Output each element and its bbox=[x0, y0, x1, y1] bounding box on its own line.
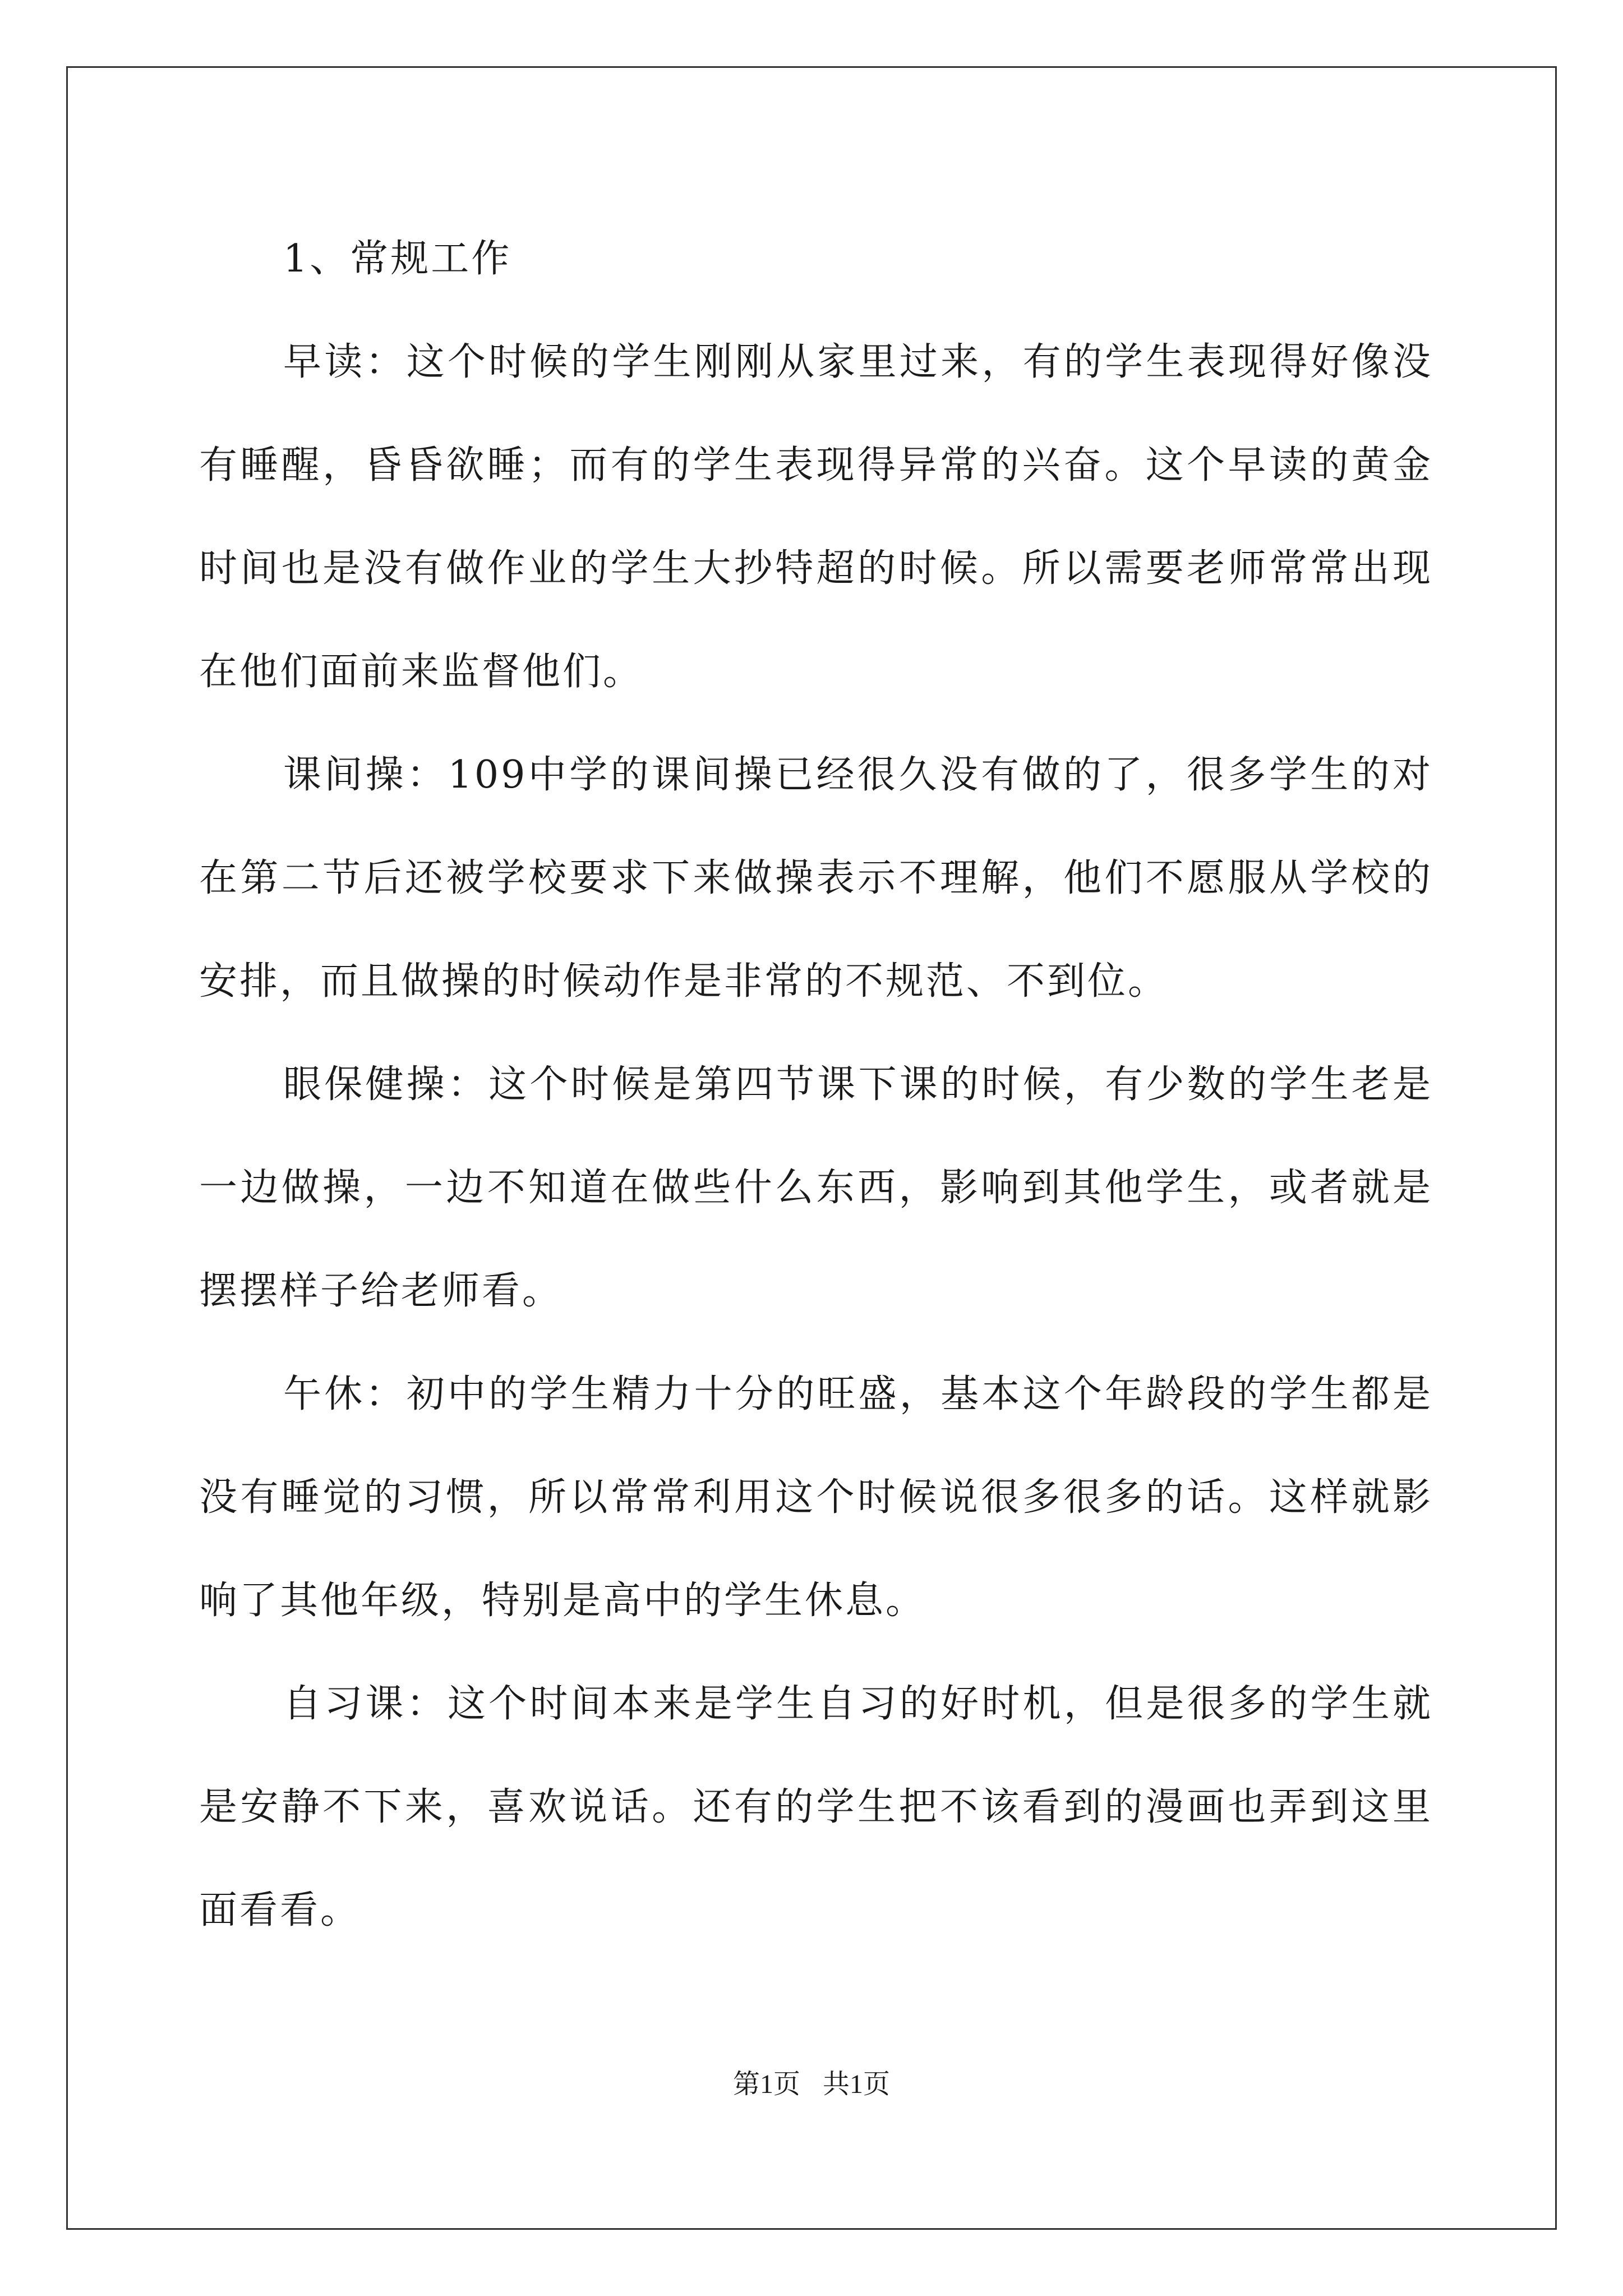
page-total: 共1页 bbox=[823, 2069, 891, 2099]
page-number: 第1页 bbox=[732, 2069, 800, 2099]
document-body bbox=[199, 208, 1433, 1962]
paragraph-morning-reading: 早读：这个时候的学生刚刚从家里过来，有的学生表现得好像没有睡醒，昏昏欲睡；而有的学生表现得异常的兴奋。这个早读的黄金时间也是没有做作业的学生大抄特超的时候。所以需要老师常常出现在他们面前来监督他们。 bbox=[199, 340, 1433, 694]
section-heading: 1、常规工作 bbox=[283, 237, 512, 281]
paragraph-noon-rest: 午休：初中的学生精力十分的旺盛，基本这个年龄段的学生都是没有睡觉的习惯，所以常常利用这个时候说很多很多的话。这样就影响了其他年级，特别是高中的学生休息。 bbox=[199, 1372, 1433, 1623]
paragraph-eye-exercise: 眼保健操：这个时候是第四节课下课的时候，有少数的学生老是一边做操，一边不知道在做些什么东西，影响到其他学生，或者就是摆摆样子给老师看。 bbox=[199, 1062, 1433, 1313]
page-footer bbox=[0, 2062, 1623, 2101]
paragraph-self-study: 自习课：这个时间本来是学生自习的好时机，但是很多的学生就是安静不下来，喜欢说话。还有的学生把不该看到的漫画也弄到这里面看看。 bbox=[199, 1682, 1433, 1932]
paragraph-break-exercise: 课间操：109中学的课间操已经很久没有做的了，很多学生的对在第二节后还被学校要求下来做操表示不理解，他们不愿服从学校的安排，而且做操的时候动作是非常的不规范、不到位。 bbox=[199, 753, 1433, 1004]
